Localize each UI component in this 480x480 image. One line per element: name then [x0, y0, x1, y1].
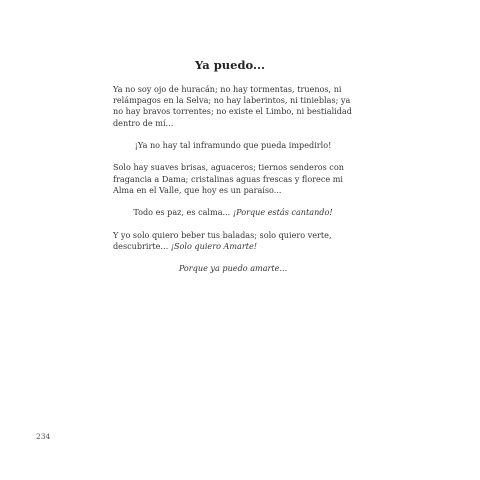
poem-paragraph-3	[113, 162, 353, 196]
paragraph-5-text: Y yo solo quiero beber tus baladas; solo quiero verte, descubrirte...	[113, 229, 332, 251]
paragraph-1-text: Ya no soy ojo de huracán; no hay tormentas, truenos, ni relámpagos en la Selva; no hay laberintos, ni tinieblas; ya no hay bravos torrentes; no existe el Limbo, ni bestialidad dentro de mí...	[113, 84, 352, 128]
paragraph-4-text: Todo es paz, es calma...	[133, 207, 233, 218]
poem-body	[113, 84, 353, 286]
poem-paragraph-2	[113, 140, 353, 151]
page-number: 234	[36, 432, 51, 441]
paragraph-3-text: Solo hay suaves brisas, aguaceros; tiernos senderos con fragancia a Dama; cristalinas aguas frescas y florece mi Alma en el Valle, que hoy es un paraíso...	[113, 162, 344, 195]
paragraph-6-text: Porque ya puedo amarte...	[178, 263, 288, 274]
paragraph-5-emphasis: ¡Solo quiero Amarte!	[170, 240, 258, 251]
poem-paragraph-5	[113, 230, 353, 252]
paragraph-2-text: ¡Ya no hay tal inframundo que pueda impedirlo!	[134, 140, 332, 150]
poem-paragraph-4	[113, 207, 353, 218]
paragraph-4-emphasis: ¡Porque estás cantando!	[232, 207, 333, 218]
poem-paragraph-6	[113, 263, 353, 274]
poem-paragraph-1	[113, 84, 353, 129]
poem-title: Ya puedo...	[194, 58, 265, 72]
